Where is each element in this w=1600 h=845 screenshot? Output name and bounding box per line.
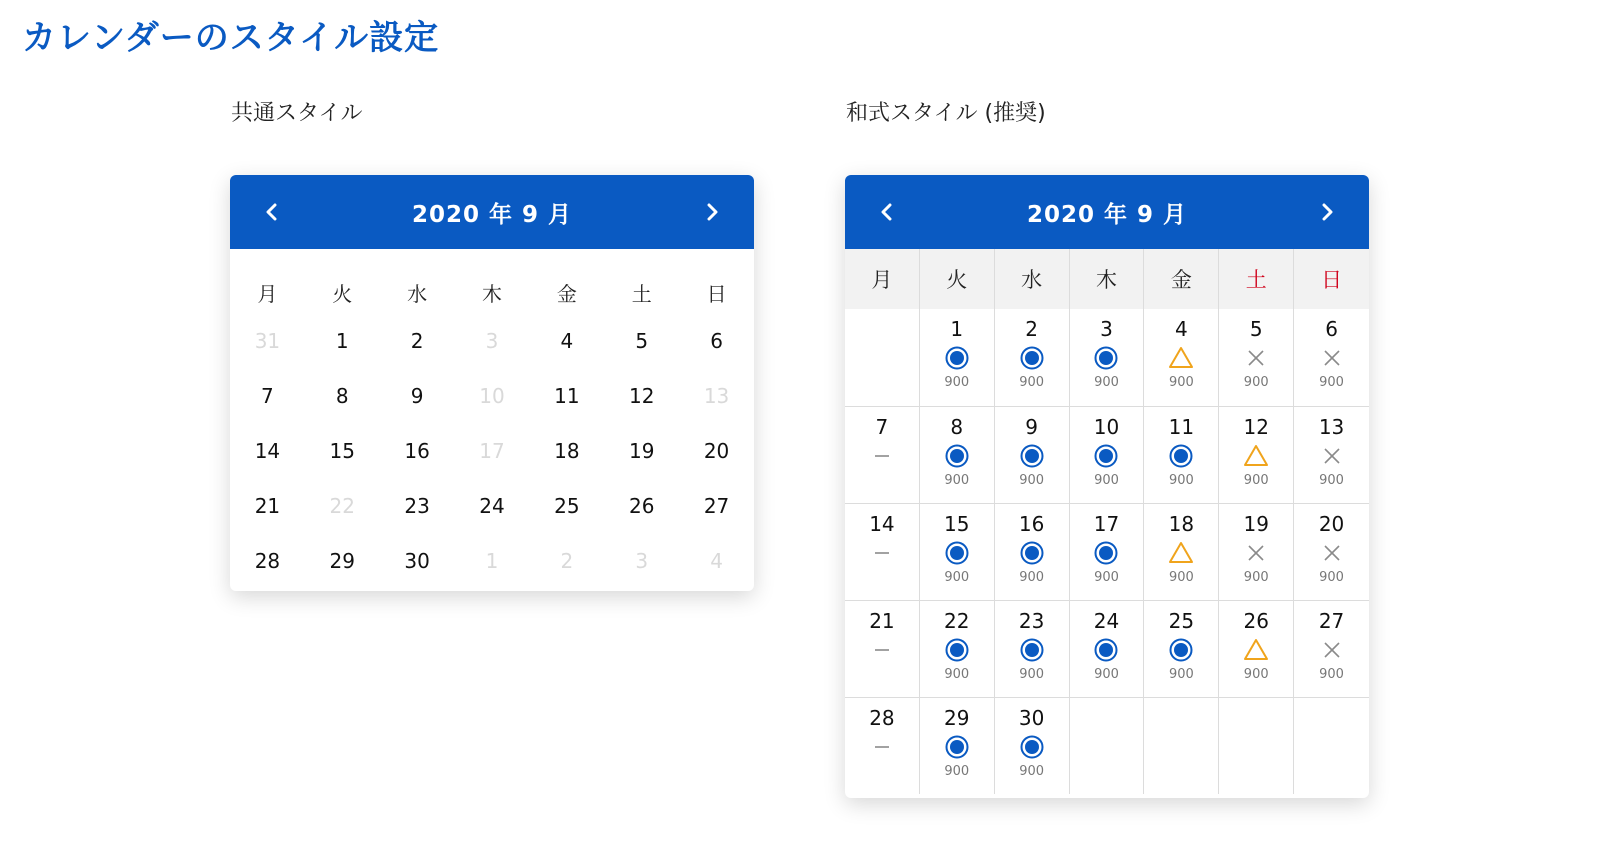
day-cell[interactable] (920, 600, 995, 697)
dash-icon (869, 443, 895, 469)
week-row (230, 423, 754, 478)
cross-icon (1243, 540, 1269, 566)
day-cell-outside-month: 4 (710, 548, 723, 573)
double-circle-icon (1168, 443, 1194, 469)
availability-mark (1019, 439, 1045, 473)
availability-mark (869, 730, 895, 764)
day-cell[interactable]: 26 (628, 493, 655, 518)
double-circle-icon (944, 443, 970, 469)
weekday-label: 水 (995, 249, 1070, 309)
price-label: 900 (1094, 375, 1119, 390)
day-number: 10 (1093, 415, 1120, 439)
weekday-row (845, 249, 1369, 309)
page-title: カレンダーのスタイル設定 (22, 18, 440, 58)
cross-icon (1319, 540, 1345, 566)
day-number: 1 (950, 317, 964, 341)
availability-mark (1019, 536, 1045, 570)
month-title: 2020 年 9 月 (411, 201, 573, 228)
availability-mark (869, 439, 895, 473)
weekday-label: 金 (1144, 249, 1219, 309)
next-month-button[interactable] (698, 198, 726, 226)
availability-mark (1243, 536, 1269, 570)
day-number: 8 (950, 415, 964, 439)
price-label: 900 (1094, 667, 1119, 682)
day-cell[interactable] (1144, 600, 1219, 697)
common-calendar (230, 175, 754, 591)
week-row (230, 368, 754, 423)
availability-mark (869, 536, 895, 570)
empty-cell (1294, 697, 1369, 794)
weekday-label: 金 (556, 282, 577, 306)
double-circle-icon (944, 734, 970, 760)
availability-mark (1093, 633, 1119, 667)
availability-mark (1093, 341, 1119, 375)
day-cell[interactable] (1144, 503, 1219, 600)
day-cell[interactable] (995, 406, 1070, 503)
day-cell[interactable] (995, 600, 1070, 697)
week-row (230, 478, 754, 533)
day-cell[interactable]: 5 (635, 328, 649, 353)
day-cell (1219, 503, 1294, 600)
availability-mark (1319, 536, 1345, 570)
day-cell-outside-month: 10 (479, 383, 505, 408)
weekday-label: 火 (920, 249, 995, 309)
day-cell-outside-month: 17 (479, 438, 505, 463)
day-number: 2 (1025, 317, 1038, 341)
day-cell[interactable]: 12 (628, 383, 655, 408)
day-number: 3 (1100, 317, 1113, 341)
day-number: 14 (869, 512, 895, 536)
weekday-label: 土 (631, 282, 652, 306)
day-number: 12 (1243, 415, 1269, 439)
day-cell[interactable] (1070, 600, 1145, 697)
availability-mark (1243, 633, 1269, 667)
weekday-label: 火 (332, 282, 353, 306)
triangle-icon (1243, 637, 1269, 663)
double-circle-icon (1168, 637, 1194, 663)
chevron-right-icon (704, 203, 720, 221)
weekday-label: 日 (1294, 249, 1369, 309)
double-circle-icon (1019, 637, 1045, 663)
availability-mark (1093, 536, 1119, 570)
price-label: 900 (1243, 667, 1269, 682)
day-cell[interactable]: 11 (554, 383, 580, 408)
day-cell[interactable]: 4 (560, 328, 574, 353)
day-cell[interactable]: 27 (703, 493, 730, 518)
day-cell[interactable]: 30 (404, 548, 430, 573)
double-circle-icon (1093, 443, 1119, 469)
prev-month-button[interactable] (873, 198, 901, 226)
day-number: 30 (1018, 706, 1045, 730)
weekday-label: 月 (257, 282, 278, 306)
weekday-label: 木 (481, 282, 502, 306)
day-cell-outside-month: 3 (485, 328, 499, 353)
day-cell (1294, 309, 1369, 406)
day-cell[interactable] (920, 503, 995, 600)
dash-icon (869, 734, 895, 760)
day-number: 7 (875, 415, 889, 439)
week-row (230, 533, 754, 588)
week-row (230, 313, 754, 368)
price-label: 900 (944, 375, 970, 390)
day-cell (1294, 406, 1369, 503)
chevron-left-icon (264, 203, 280, 221)
day-number: 4 (1174, 317, 1188, 341)
day-cell[interactable]: 14 (254, 438, 281, 463)
availability-mark (1168, 439, 1194, 473)
availability-mark (1019, 341, 1045, 375)
weekday-label: 月 (845, 249, 920, 309)
day-number: 17 (1093, 512, 1120, 536)
dash-icon (869, 540, 895, 566)
double-circle-icon (1019, 345, 1045, 371)
calendar-header (845, 175, 1369, 249)
day-cell (845, 600, 920, 697)
double-circle-icon (1093, 540, 1119, 566)
day-cell-outside-month: 13 (703, 383, 730, 408)
availability-mark (1319, 439, 1345, 473)
price-label: 900 (1019, 473, 1045, 488)
day-cell[interactable] (1070, 309, 1145, 406)
empty-cell (1144, 697, 1219, 794)
calendar-body (230, 313, 754, 588)
month-title: 2020 年 9 月 (1026, 201, 1188, 228)
day-cell[interactable] (920, 697, 995, 794)
double-circle-icon (944, 540, 970, 566)
day-number: 15 (944, 512, 970, 536)
day-cell[interactable]: 23 (404, 493, 430, 518)
price-label: 900 (1319, 375, 1344, 390)
availability-mark (944, 730, 970, 764)
day-cell (845, 406, 920, 503)
availability-mark (1319, 341, 1345, 375)
price-label: 900 (1019, 570, 1045, 585)
price-label: 900 (1168, 570, 1194, 585)
triangle-icon (1243, 443, 1269, 469)
day-cell[interactable]: 6 (710, 328, 723, 353)
japanese-calendar (845, 175, 1369, 798)
common-style-label: 共通スタイル (231, 101, 363, 126)
empty-cell (1219, 697, 1294, 794)
day-cell[interactable] (995, 697, 1070, 794)
day-cell[interactable]: 19 (628, 438, 655, 463)
day-number: 13 (1318, 415, 1345, 439)
triangle-icon (1168, 345, 1194, 371)
price-label: 900 (1243, 375, 1269, 390)
availability-mark (1019, 633, 1045, 667)
calendar-body (845, 309, 1369, 794)
day-cell[interactable]: 24 (479, 493, 505, 518)
day-cell-outside-month: 1 (485, 548, 499, 573)
day-cell (1219, 309, 1294, 406)
day-cell-outside-month: 31 (254, 328, 281, 353)
availability-mark (1319, 633, 1345, 667)
availability-mark (1168, 341, 1194, 375)
day-cell[interactable]: 16 (404, 438, 430, 463)
day-cell[interactable]: 15 (329, 438, 355, 463)
price-label: 900 (1019, 667, 1045, 682)
day-number: 28 (869, 706, 895, 730)
next-month-button[interactable] (1313, 198, 1341, 226)
availability-mark (1168, 536, 1194, 570)
double-circle-icon (944, 637, 970, 663)
price-label: 900 (1319, 570, 1344, 585)
availability-mark (944, 536, 970, 570)
weekday-label: 水 (407, 282, 428, 306)
calendar-header (230, 175, 754, 249)
day-number: 27 (1318, 609, 1345, 633)
day-number: 5 (1249, 317, 1263, 341)
empty-cell (845, 309, 920, 406)
day-number: 23 (1018, 609, 1045, 633)
empty-cell (1070, 697, 1145, 794)
price-label: 900 (944, 667, 970, 682)
day-number: 18 (1168, 512, 1195, 536)
day-cell (1294, 503, 1369, 600)
day-cell[interactable] (1219, 406, 1294, 503)
cross-icon (1319, 443, 1345, 469)
triangle-icon (1168, 540, 1194, 566)
day-cell[interactable] (1070, 503, 1145, 600)
day-cell[interactable]: 2 (410, 328, 424, 353)
availability-mark (1019, 730, 1045, 764)
availability-mark (1168, 633, 1194, 667)
day-cell[interactable] (1070, 406, 1145, 503)
day-cell[interactable] (1219, 600, 1294, 697)
price-label: 900 (944, 473, 970, 488)
double-circle-icon (1093, 345, 1119, 371)
price-label: 900 (1168, 473, 1194, 488)
day-cell[interactable]: 29 (329, 548, 355, 573)
weekday-label: 日 (706, 282, 727, 306)
price-label: 900 (1168, 667, 1194, 682)
availability-mark (1243, 341, 1269, 375)
availability-mark (944, 439, 970, 473)
price-label: 900 (944, 570, 970, 585)
double-circle-icon (1093, 637, 1119, 663)
availability-mark (944, 341, 970, 375)
price-label: 900 (1094, 570, 1119, 585)
day-number: 11 (1168, 415, 1195, 439)
day-number: 21 (869, 609, 895, 633)
day-number: 19 (1243, 512, 1269, 536)
day-cell-outside-month: 2 (560, 548, 574, 573)
availability-mark (1093, 439, 1119, 473)
price-label: 900 (1094, 473, 1119, 488)
day-number: 29 (944, 706, 970, 730)
day-cell[interactable]: 20 (703, 438, 730, 463)
day-number: 6 (1325, 317, 1338, 341)
availability-mark (1243, 439, 1269, 473)
weekday-label: 木 (1070, 249, 1145, 309)
cross-icon (1319, 345, 1345, 371)
day-cell[interactable]: 25 (554, 493, 580, 518)
day-cell[interactable]: 28 (254, 548, 281, 573)
price-label: 900 (1319, 667, 1344, 682)
prev-month-button[interactable] (258, 198, 286, 226)
price-label: 900 (1019, 764, 1045, 779)
day-cell[interactable] (995, 503, 1070, 600)
day-cell[interactable]: 7 (261, 383, 274, 408)
weekday-label: 土 (1219, 249, 1294, 309)
cross-icon (1243, 345, 1269, 371)
day-number: 25 (1168, 609, 1195, 633)
price-label: 900 (1168, 375, 1194, 390)
price-label: 900 (944, 764, 970, 779)
double-circle-icon (1019, 734, 1045, 760)
day-number: 22 (944, 609, 970, 633)
day-number: 20 (1318, 512, 1345, 536)
day-cell[interactable]: 1 (335, 328, 349, 353)
weekday-row (230, 249, 754, 313)
price-label: 900 (1243, 570, 1269, 585)
day-number: 26 (1243, 609, 1269, 633)
day-cell (1294, 600, 1369, 697)
day-number: 9 (1025, 415, 1038, 439)
day-cell[interactable]: 9 (410, 383, 424, 408)
cross-icon (1319, 637, 1345, 663)
day-number: 16 (1018, 512, 1045, 536)
chevron-left-icon (879, 203, 895, 221)
double-circle-icon (944, 345, 970, 371)
price-label: 900 (1243, 473, 1269, 488)
day-cell[interactable]: 21 (254, 493, 281, 518)
day-number: 24 (1093, 609, 1120, 633)
japanese-style-label: 和式スタイル (推奨) (846, 101, 1046, 126)
double-circle-icon (1019, 443, 1045, 469)
day-cell-outside-month: 22 (329, 493, 355, 518)
day-cell[interactable] (1144, 309, 1219, 406)
day-cell (845, 697, 920, 794)
price-label: 900 (1019, 375, 1045, 390)
day-cell[interactable]: 8 (335, 383, 349, 408)
chevron-right-icon (1319, 203, 1335, 221)
availability-mark (944, 633, 970, 667)
day-cell[interactable] (995, 309, 1070, 406)
day-cell-outside-month: 3 (635, 548, 649, 573)
double-circle-icon (1019, 540, 1045, 566)
day-cell[interactable] (920, 406, 995, 503)
day-cell[interactable] (1144, 406, 1219, 503)
price-label: 900 (1319, 473, 1344, 488)
day-cell[interactable] (920, 309, 995, 406)
dash-icon (869, 637, 895, 663)
day-cell[interactable]: 18 (554, 438, 580, 463)
availability-mark (869, 633, 895, 667)
day-cell (845, 503, 920, 600)
